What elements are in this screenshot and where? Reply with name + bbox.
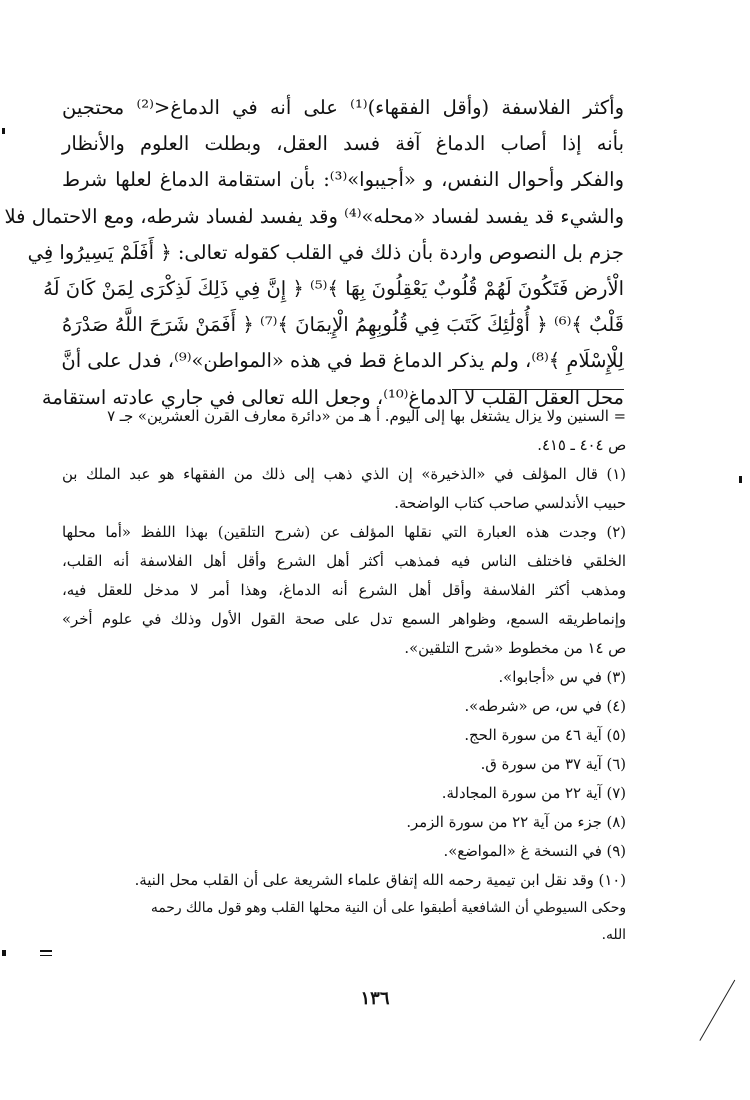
margin-dot	[739, 476, 742, 483]
text-line: والفكر وأحوال النفس، و «أجيبوا»⁽³⁾: بأن استقامة الدماغ لعلها شرط	[62, 168, 624, 192]
footnote-line: وإنماطريقه السمع، وظواهر السمع تدل على صحة القول الأول وذلك في علوم أخر»	[62, 611, 626, 628]
text-line: قَلْبٌ ﴾⁽⁶⁾ ﴿ أُوْلَٰئِكَ كَتَبَ فِي قُلُوبِهِمُ الْإِيمَانَ ﴾⁽⁷⁾ ﴿ أَفَمَنْ شَرَحَ اللَّهُ صَدْرَهُ	[62, 313, 624, 337]
text-line: والشيء قد يفسد لفساد «محله»⁽⁴⁾ وقد يفسد لفساد شرطه، ومع الاحتمال فلا	[4, 204, 624, 228]
footnotes	[62, 402, 626, 949]
footnote-line: (٤) في س، ص «شرطه».	[464, 698, 626, 715]
text-line: جزم بل النصوص واردة بأن ذلك في القلب كقوله تعالى: ﴿ أَفَلَمْ يَسِيرُوا فِي	[27, 240, 624, 264]
footnote-line: (٥) آية ٤٦ من سورة الحج.	[464, 727, 626, 744]
text-line: الْأرض فَتَكُونَ لَهُمْ قُلُوبٌ يَعْقِلُونَ بِهَا ﴾⁽⁵⁾ ﴿ إِنَّ فِي ذَلِكَ لَذِكْرَى لِمَنْ كَانَ لَهُ	[43, 276, 624, 300]
footnote-line: (١٠) وقد نقل ابن تيمية رحمه الله إتفاق علماء الشريعة على أن القلب محل النية.	[134, 872, 626, 889]
margin-dot	[2, 128, 5, 134]
footnote-line: ص ٤٠٤ ـ ٤١٥.	[537, 437, 626, 454]
footnote-line: الخلقي فاختلف الناس فيه فمذهب أكثر أهل الشرع وأقل أهل الفلاسفة أنه القلب،	[62, 553, 626, 570]
footnote-line: (٣) في س «أجابوا».	[498, 669, 626, 686]
text-line: محل العقل القلب لا الدماغ⁽¹⁰⁾، وجعل الله تعالى في جاري عادته استقامة	[41, 385, 624, 409]
footnote-line: = السنين ولا يزال يشتغل بها إلى اليوم. أ هـ من «دائرة معارف القرن العشرين» جـ ٧	[107, 408, 626, 425]
footnote-line: (٧) آية ٢٢ من سورة المجادلة.	[441, 785, 626, 802]
page-number: ١٣٦	[360, 988, 390, 1009]
footnote-line: وحكى السيوطي أن الشافعية أطبقوا على أن النية محلها القلب وهو قول مالك رحمه	[150, 900, 626, 916]
footnote-line: حبيب الأندلسي صاحب كتاب الواضحة.	[394, 495, 626, 512]
footnote-separator	[452, 389, 624, 390]
main-text	[4, 90, 624, 416]
footnote-line: (٦) آية ٣٧ من سورة ق.	[480, 756, 626, 773]
text-line: لِلْإِسْلَامِ ﴾⁽⁸⁾، ولم يذكر الدماغ قط في هذه «المواطن»⁽⁹⁾، فدل على أنَّ	[61, 349, 624, 373]
text-line: بأنه إذا أصاب الدماغ آفة فسد العقل، وبطلت العلوم والأنظار	[62, 132, 624, 156]
margin-dot	[2, 950, 6, 956]
margin-mark	[40, 950, 52, 957]
footnote-line: (٩) في النسخة غ «المواضع».	[443, 843, 626, 860]
text-line: وأكثر الفلاسفة (وأقل الفقهاء)⁽¹⁾ على أنه في الدماغ<⁽²⁾ محتجين	[62, 96, 624, 119]
footnote-line: (٨) جزء من آية ٢٢ من سورة الزمر.	[406, 814, 626, 831]
footnote-line: ومذهب أكثر الفلاسفة وأقل أهل الشرع أنه الدماغ، وهذا أمر لا مدخل للعقل فيه،	[62, 582, 626, 599]
footnote-line: الله.	[601, 927, 626, 943]
footnote-line: (٢) وجدت هذه العبارة التي نقلها المؤلف عن (شرح التلقين) بهذا اللفظ «أما محلها	[62, 524, 626, 541]
scan-edge-line	[699, 980, 735, 1041]
footnote-line: (١) قال المؤلف في «الذخيرة» إن الذي ذهب إلى ذلك من الفقهاء هو عبد الملك بن	[62, 466, 626, 483]
footnote-line: ص ١٤ من مخطوط «شرح التلقين».	[404, 640, 626, 657]
